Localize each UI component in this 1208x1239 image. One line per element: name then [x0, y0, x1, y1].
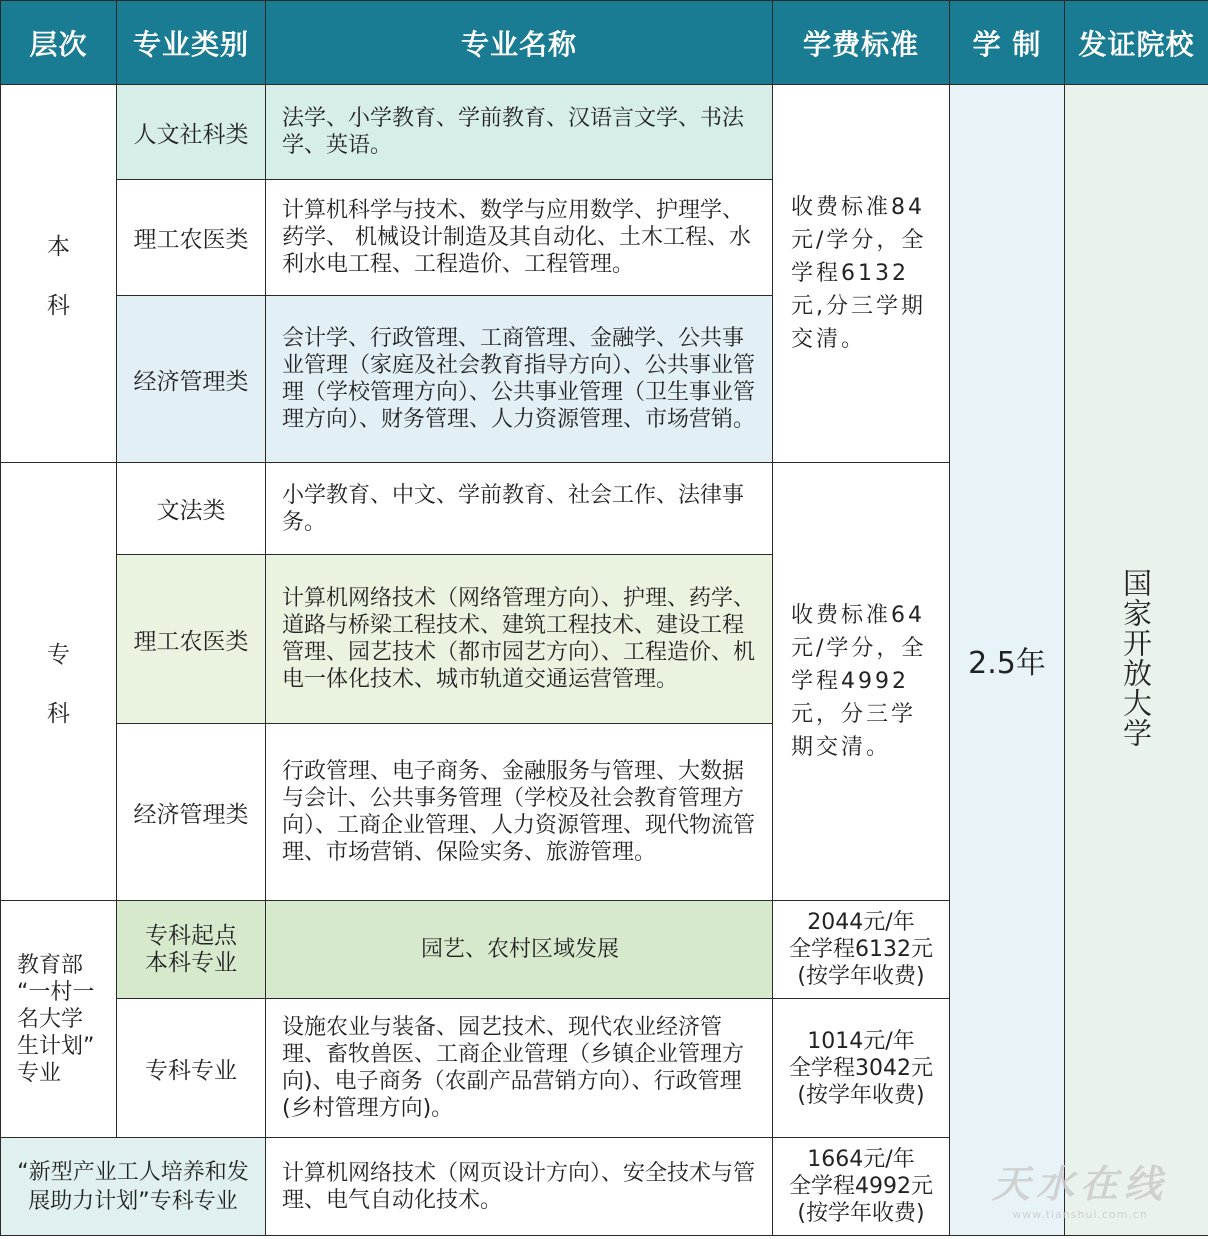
- watermark-text: 天水在线: [991, 1162, 1168, 1206]
- fee-cell: 2044元/年 全学程6132元 (按学年收费): [773, 901, 950, 999]
- majors-cell: 会计学、行政管理、工商管理、金融学、公共事业管理（家庭及社会教育指导方向）、公共事业管理（学校管理方向）、公共事业管理（卫生事业管理方向）、财务管理、人力资源管理、市场营销。: [266, 296, 773, 463]
- fee-zhuanke: 收费标准64元/学分，全学程4992元，分三学期交清。: [773, 463, 950, 901]
- category-cell: 理工农医类: [117, 180, 266, 296]
- level-zhuanke: 专 科: [1, 463, 117, 901]
- majors-cell: 计算机网络技术（网络管理方向）、护理、药学、道路与桥梁工程技术、建筑工程技术、建设工程管理、园艺技术（都市园艺方向）、工程造价、机电一体化技术、城市轨道交通运营管理。: [266, 555, 773, 724]
- header-level: 层次: [1, 1, 117, 85]
- table-row: [1, 85, 1208, 180]
- watermark: [992, 1153, 1168, 1221]
- school-cell: [1065, 85, 1208, 1236]
- header-fee: 学费标准: [773, 1, 950, 85]
- duration-cell: 2.5年: [950, 85, 1065, 1236]
- header-duration: 学 制: [950, 1, 1065, 85]
- category-cell: 专科专业: [117, 999, 266, 1138]
- category-cell: 理工农医类: [117, 555, 266, 724]
- category-cell: 文法类: [117, 463, 266, 555]
- category-cell: 人文社科类: [117, 85, 266, 180]
- majors-cell: 行政管理、电子商务、金融服务与管理、大数据与会计、公共事务管理（学校及社会教育管理方向）、工商企业管理、人力资源管理、现代物流管理、市场营销、保险实务、旅游管理。: [266, 724, 773, 901]
- majors-cell: 设施农业与装备、园艺技术、现代农业经济管理、畜牧兽医、工商企业管理（乡镇企业管理方向)、电子商务（农副产品营销方向）、行政管理 (乡村管理方向)。: [266, 999, 773, 1138]
- level-benke: 本 科: [1, 85, 117, 463]
- header-major: 专业名称: [266, 1, 773, 85]
- header-category: 专业类别: [117, 1, 266, 85]
- fee-cell: 1014元/年 全学程3042元 (按学年收费): [773, 999, 950, 1138]
- xinxing-label: “新型产业工人培养和发展助力计划”专科专业: [1, 1138, 266, 1236]
- category-cell: 专科起点 本科专业: [117, 901, 266, 999]
- majors-cell: 计算机网络技术（网页设计方向）、安全技术与管理、电气自动化技术。: [266, 1138, 773, 1236]
- fee-cell: 1664元/年 全学程4992元 (按学年收费): [773, 1138, 950, 1236]
- level-yicun: 教育部 “一村一 名大学 生计划” 专业: [1, 901, 117, 1138]
- majors-cell: 计算机科学与技术、数学与应用数学、护理学、药学、 机械设计制造及其自动化、土木工程、水利水电工程、工程造价、工程管理。: [266, 180, 773, 296]
- majors-cell: 园艺、农村区域发展: [266, 901, 773, 999]
- watermark-url: www.tianshui.com.cn: [1012, 1208, 1148, 1221]
- category-cell: 经济管理类: [117, 724, 266, 901]
- category-cell: 经济管理类: [117, 296, 266, 463]
- header-row: [1, 1, 1208, 85]
- majors-cell: 法学、小学教育、学前教育、汉语言文学、书法学、英语。: [266, 85, 773, 180]
- header-school: 发证院校: [1065, 1, 1208, 85]
- majors-cell: 小学教育、中文、学前教育、社会工作、法律事务。: [266, 463, 773, 555]
- school-name: 国家开放大学: [1119, 568, 1153, 748]
- fee-benke: 收费标准84元/学分，全学程6132元,分三学期交清。: [773, 85, 950, 463]
